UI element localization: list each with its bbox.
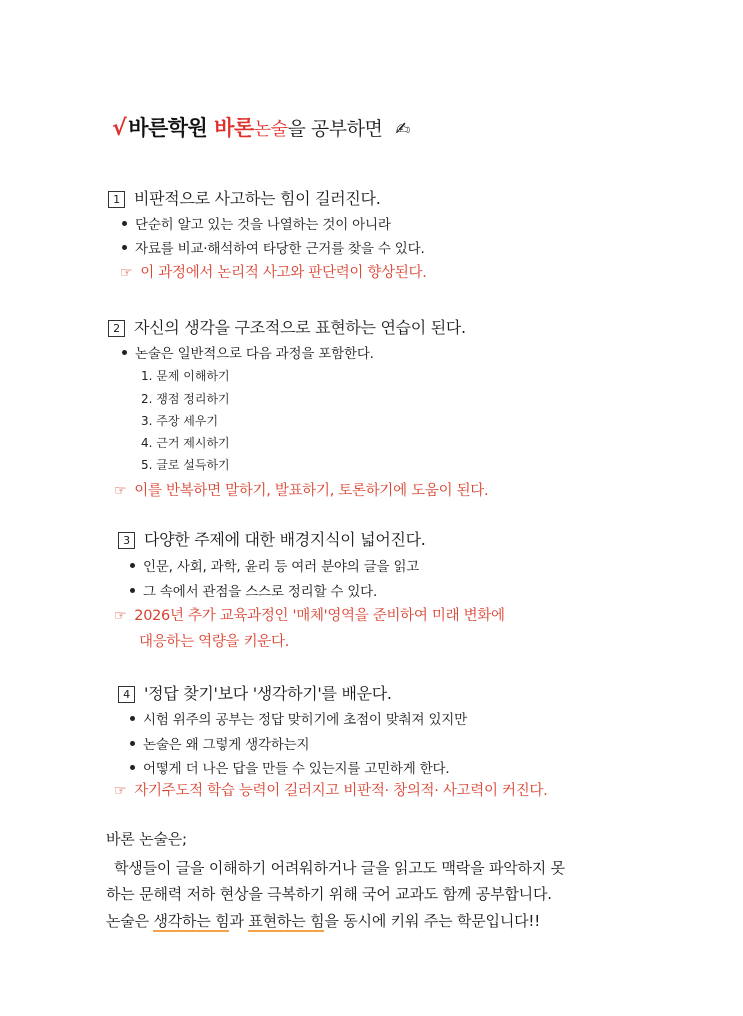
summary-line: 하는 문해력 저하 현상을 극복하기 위해 국어 교과도 함께 공부합니다. (106, 885, 552, 903)
section-number-box: 4 (118, 686, 135, 703)
underlined-phrase: 생각하는 힘 (153, 912, 230, 930)
pointing-hand-icon: ☞ (114, 483, 127, 499)
section-3-result: ☞ 2026년 추가 교육과정인 '매체'영역을 준비하여 미래 변화에 (114, 608, 505, 624)
section-heading-text: 다양한 주제에 대한 배경지식이 넓어진다. (144, 530, 426, 549)
step-item: 1. 문제 이해하기 (141, 369, 230, 383)
section-1-result: ☞ 이 과정에서 논리적 사고와 판단력이 향상된다. (120, 265, 427, 281)
bullet-item: 어떻게 더 나은 답을 만들 수 있는지를 고민하게 한다. (130, 757, 449, 777)
title-subject: 논술 (253, 119, 288, 140)
section-3-result-cont: 대응하는 역량을 키운다. (139, 634, 289, 650)
underlined-phrase: 표현하는 힘 (248, 912, 325, 930)
step-item: 4. 근거 제시하기 (141, 436, 230, 450)
pointing-hand-icon: ☞ (114, 608, 127, 624)
bullet-item: 논술은 왜 그렇게 생각하는지 (130, 733, 309, 753)
bullet-item: 논술은 일반적으로 다음 과정을 포함한다. (122, 342, 374, 362)
page-title (112, 112, 410, 142)
bullet-item: 인문, 사회, 과학, 윤리 등 여러 분야의 글을 읽고 (130, 555, 419, 575)
summary-lead: 바론 논술은; (106, 830, 187, 848)
bullet-item: 시험 위주의 공부는 정답 맞히기에 초점이 맞춰져 있지만 (130, 708, 467, 728)
step-item: 5. 글로 설득하기 (141, 458, 230, 472)
bullet-item: 그 속에서 관점을 스스로 정리할 수 있다. (130, 580, 377, 600)
section-number-box: 1 (108, 191, 125, 208)
section-1-heading (108, 186, 380, 209)
step-item: 3. 주장 세우기 (141, 414, 219, 428)
title-academy: 바른학원 (128, 116, 208, 140)
section-heading-text: 자신의 생각을 구조적으로 표현하는 연습이 된다. (134, 318, 466, 337)
section-2-heading (108, 315, 466, 338)
section-4-heading (118, 681, 392, 704)
section-heading-text: 비판적으로 사고하는 힘이 길러진다. (134, 189, 381, 208)
section-3-heading (118, 527, 426, 550)
section-4-result: ☞ 자기주도적 학습 능력이 길러지고 비판적· 창의적· 사고력이 커진다. (114, 783, 548, 799)
summary-line: 학생들이 글을 이해하기 어려워하거나 글을 읽고도 맥락을 파악하지 못 (114, 859, 565, 877)
bullet-item: 단순히 알고 있는 것을 나열하는 것이 아니라 (122, 213, 391, 233)
step-item: 2. 쟁점 정리하기 (141, 392, 230, 406)
title-suffix: 을 공부하면 (287, 118, 383, 140)
pointing-hand-icon: ☞ (120, 265, 133, 281)
section-number-box: 2 (108, 320, 125, 337)
title-brand: 바론 (214, 116, 254, 140)
section-number-box: 3 (118, 532, 135, 549)
bullet-item: 자료를 비교·해석하여 타당한 근거를 찾을 수 있다. (122, 237, 425, 257)
checkmark-icon: √ (112, 116, 127, 141)
summary-line-final: 논술은 생각하는 힘과 표현하는 힘을 동시에 키워 주는 학문입니다!! (106, 912, 541, 930)
pen-icon: ✍ (395, 119, 410, 140)
section-2-result: ☞ 이를 반복하면 말하기, 발표하기, 토론하기에 도움이 된다. (114, 483, 489, 499)
section-heading-text: '정답 찾기'보다 '생각하기'를 배운다. (144, 684, 392, 703)
pointing-hand-icon: ☞ (114, 783, 127, 799)
